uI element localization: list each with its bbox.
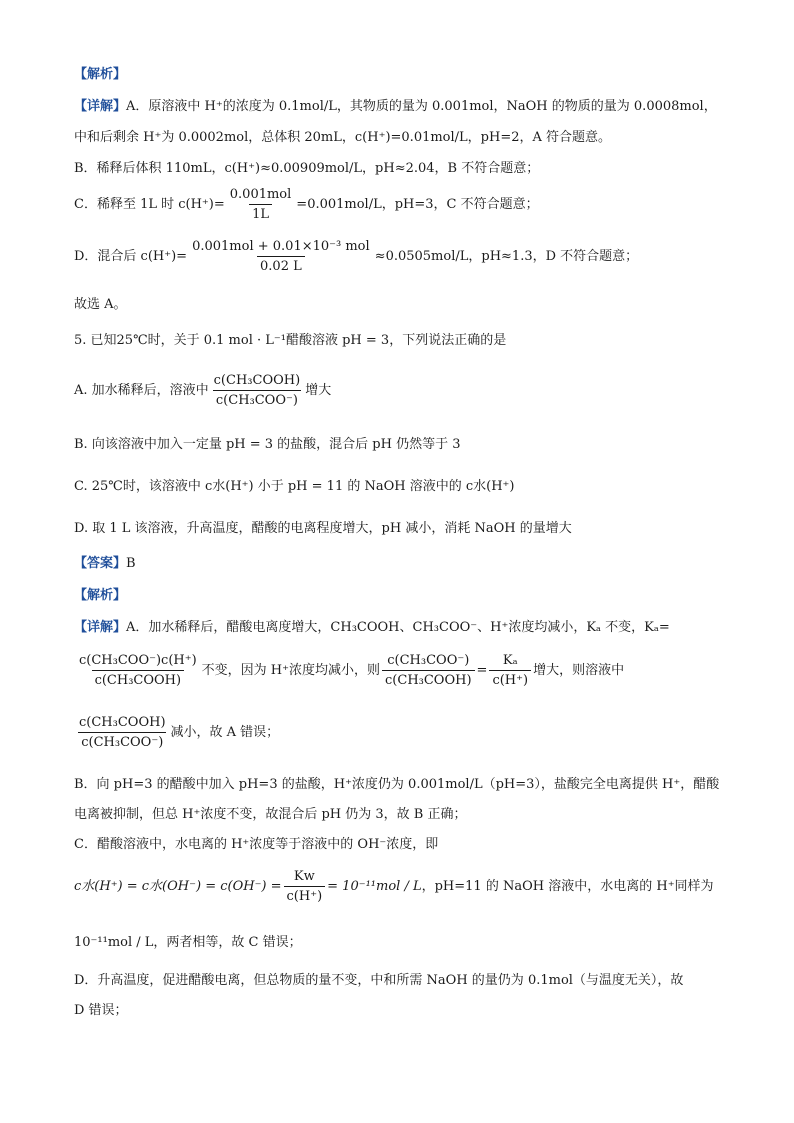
fraction-final-den: c(CH₃COO⁻) [78, 732, 166, 751]
fraction-ka [76, 652, 200, 689]
explain-a-line-1 [74, 619, 670, 637]
answer-tag: 【答案】 [74, 556, 127, 571]
fraction-ratio [382, 652, 475, 689]
option-d-explanation [74, 238, 638, 275]
question-5-option-a [74, 372, 331, 409]
answer-line [74, 555, 136, 573]
detail-line-2: 中和后剩余 H⁺为 0.0002mol，总体积 20mL，c(H⁺)=0.01mol/L，pH=2，A 符合题意。 [74, 130, 612, 145]
d-pre: D．混合后 c(H⁺)= [74, 249, 188, 264]
fraction-d-num: 0.001mol + 0.01×10⁻³ mol [192, 239, 370, 254]
section-label-analysis-2: 【解析】 [74, 588, 127, 603]
explain-d-line-2: D 错误； [74, 1003, 128, 1018]
explain-b-line-2: 电离被抑制，但总 H⁺浓度不变，故混合后 pH 仍为 3，故 B 正确； [74, 807, 467, 822]
explain-c-line-2 [74, 868, 714, 905]
explain-a-tail: 增大，则溶液中 [533, 663, 625, 678]
fraction-c-num: 0.001mol [229, 187, 292, 202]
fraction-c-den: 1L [249, 204, 272, 223]
fraction-kw-num: Kw [293, 869, 315, 884]
question-5-stem: 5. 已知25℃时，关于 0.1 mol · L⁻¹醋酸溶液 pH = 3，下列说法正确的是 [74, 333, 507, 348]
fraction-ka-den: c(CH₃COOH) [92, 670, 185, 689]
explain-c-tail: ，pH=11 的 NaOH 溶液中，水电离的 H⁺同样为 [421, 879, 714, 894]
fraction-ratio-den: c(CH₃COOH) [382, 670, 475, 689]
section-label-analysis: 【解析】 [74, 67, 127, 82]
fraction-opt-a-num: c(CH₃COOH) [213, 373, 301, 388]
fraction-opt-a [211, 372, 304, 409]
question-5-option-d: D. 取 1 L 该溶液，升高温度，醋酸的电离程度增大，pH 减小，消耗 NaOH 的量增大 [74, 521, 572, 536]
fraction-opt-a-den: c(CH₃COO⁻) [213, 390, 301, 409]
kw-result: = 10⁻¹¹mol / L [327, 879, 422, 894]
fraction-d-den: 0.02 L [257, 256, 305, 275]
d-post: ≈0.0505mol/L，pH≈1.3，D 不符合题意； [374, 249, 639, 264]
question-5-option-c: C. 25℃时，该溶液中 c水(H⁺) 小于 pH = 11 的 NaOH 溶液中的 c水(H⁺) [74, 479, 515, 494]
c-pre: C．稀释至 1L 时 c(H⁺)= [74, 197, 225, 212]
answer-value: B [126, 556, 136, 571]
explain-d-line-1: D．升高温度，促进醋酸电离，但总物质的量不变，中和所需 NaOH 的量仍为 0.1mol（与温度无关），故 [74, 973, 684, 988]
detail-tag-2: 【详解】 [74, 620, 127, 635]
explain-c-line-1: C．醋酸溶液中，水电离的 H⁺浓度等于溶液中的 OH⁻浓度，即 [74, 837, 439, 852]
fraction-final [76, 714, 169, 751]
fraction-ka-num: c(CH₃COO⁻)c(H⁺) [79, 653, 197, 668]
question-5-option-b: B. 向该溶液中加入一定量 pH = 3 的盐酸，混合后 pH 仍然等于 3 [74, 437, 461, 452]
option-c-explanation [74, 186, 539, 223]
c-post: =0.001mol/L，pH=3，C 不符合题意； [296, 197, 539, 212]
opt-a-post: 增大 [305, 383, 332, 398]
explain-a-mid: 不变，因为 H⁺浓度均减小，则 [201, 663, 381, 678]
explain-b-line-1: B．向 pH=3 的醋酸中加入 pH=3 的盐酸，H⁺浓度仍为 0.001mol/L（pH=3），盐酸完全电离提供 H⁺，醋酸 [74, 777, 720, 792]
explain-a-line-2 [74, 652, 624, 689]
fraction-ka-h-num: Kₐ [502, 653, 518, 668]
fraction-kw [284, 868, 326, 905]
explain-c-line-3: 10⁻¹¹mol / L，两者相等，故 C 错误； [74, 935, 302, 950]
detail-tag: 【详解】 [74, 99, 127, 114]
fraction-ka-h [489, 652, 531, 689]
equals-sign: = [476, 663, 488, 678]
detail-text-1: A．原溶液中 H⁺的浓度为 0.1mol/L，其物质的量为 0.001mol，NaOH 的物质的量为 0.0008mol， [126, 99, 717, 114]
fraction-ratio-num: c(CH₃COO⁻) [387, 653, 470, 668]
explain-a-text: A．加水稀释后，醋酸电离度增大，CH₃COOH、CH₃COO⁻、H⁺浓度均减小，Kₐ 不变，Kₐ= [126, 620, 670, 635]
fraction-c [227, 186, 295, 223]
opt-a-pre: A. 加水稀释后，溶液中 [74, 383, 209, 398]
fraction-final-num: c(CH₃COOH) [79, 715, 166, 730]
water-expression: c水(H⁺) = c水(OH⁻) = c(OH⁻) = [74, 879, 282, 894]
fraction-ka-h-den: c(H⁺) [489, 670, 531, 689]
detail-line-1 [74, 98, 717, 116]
explain-a-end: 减小，故 A 错误； [170, 725, 280, 740]
option-b-explanation: B．稀释后体积 110mL，c(H⁺)≈0.00909mol/L，pH≈2.04，B 不符合题意； [74, 161, 540, 176]
conclusion: 故选 A。 [74, 297, 127, 312]
explain-a-line-3 [74, 714, 279, 751]
fraction-d [189, 238, 373, 275]
fraction-kw-den: c(H⁺) [284, 886, 326, 905]
